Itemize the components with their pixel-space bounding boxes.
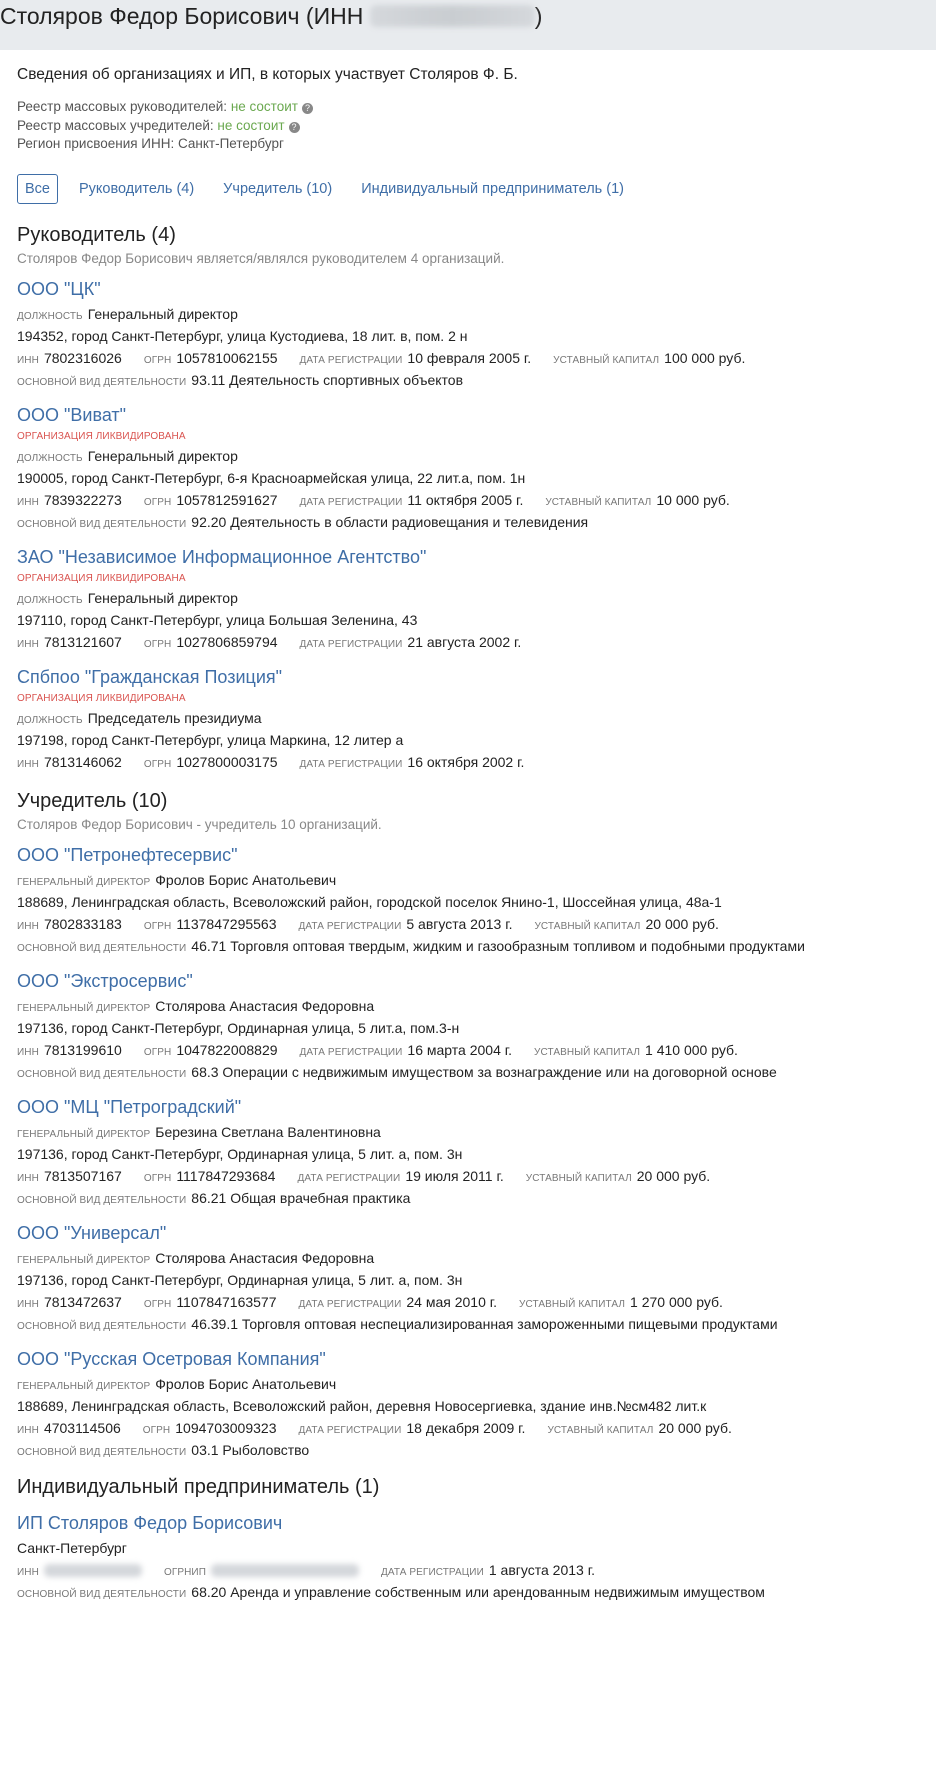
org-link[interactable]: ООО "Петронефтесервис" (17, 844, 238, 865)
org-card: ООО "Виват" ОРГАНИЗАЦИЯ ЛИКВИДИРОВАНА ДОЛЖНОСТЬ Генеральный директор 190005, город Санкт-Петербург, 6-я Красноармейская улица, 22 лит.а, пом. 1н ИНН 7839322273 ОГРН 1057812591627 ДАТА РЕГИСТРАЦИИ 11 октября 2005 г. УСТАВНЫЙ КАПИТАЛ 10 000 руб. ОСНОВНОЙ ВИД ДЕЯТЕЛЬНОСТИ 92.20 Деятельность в области радиовещания и телевидения (17, 405, 936, 530)
org-card: ООО "Русская Осетровая Компания" ГЕНЕРАЛЬНЫЙ ДИРЕКТОР Фролов Борис Анатольевич 188689, Ленинградская область, Всеволожский район, деревня Новосергиевка, здание инв.№см482 лит.к ИНН 4703114506 ОГРН 1094703009323 ДАТА РЕГИСТРАЦИИ 18 декабря 2009 г. УСТАВНЫЙ КАПИТАЛ 20 000 руб. ОСНОВНОЙ ВИД ДЕЯТЕЛЬНОСТИ 03.1 Рыболовство (17, 1349, 936, 1458)
inn-redacted (370, 5, 535, 27)
section-title-founder: Учредитель (10) (17, 789, 168, 812)
filter-tabs (17, 174, 936, 204)
intro-text: Сведения об организациях и ИП, в которых участвует Столяров Ф. Б. (17, 66, 518, 83)
tab-ip[interactable]: Индивидуальный предприниматель (1) (361, 180, 624, 197)
help-icon[interactable]: ? (302, 103, 313, 114)
section-subtitle-founder: Столяров Федор Борисович - учредитель 10 организаций. (17, 816, 382, 832)
section-title-manager: Руководитель (4) (17, 223, 176, 246)
tab-manager[interactable]: Руководитель (4) (79, 180, 195, 197)
org-link[interactable]: ООО "Универсал" (17, 1222, 167, 1243)
org-card: ООО "Экстросервис" ГЕНЕРАЛЬНЫЙ ДИРЕКТОР Столярова Анастасия Федоровна 197136, город Санкт-Петербург, Ординарная улица, 5 лит.а, пом.3-н ИНН 7813199610 ОГРН 1047822008829 ДАТА РЕГИСТРАЦИИ 16 марта 2004 г. УСТАВНЫЙ КАПИТАЛ 1 410 000 руб. ОСНОВНОЙ ВИД ДЕЯТЕЛЬНОСТИ 68.3 Операции с недвижимым имуществом за вознаграждение или на договорной основе (17, 971, 936, 1080)
org-card: ООО "Петронефтесервис" ГЕНЕРАЛЬНЫЙ ДИРЕКТОР Фролов Борис Анатольевич 188689, Ленинградская область, Всеволожский район, городской поселок Янино-1, Шоссейная улица, 48а-1 ИНН 7802833183 ОГРН 1137847295563 ДАТА РЕГИСТРАЦИИ 5 августа 2013 г. УСТАВНЫЙ КАПИТАЛ 20 000 руб. ОСНОВНОЙ ВИД ДЕЯТЕЛЬНОСТИ 46.71 Торговля оптовая твердым, жидким и газообразным топливом и подобными продуктами (17, 845, 936, 954)
main-content (0, 50, 936, 1600)
tab-all[interactable]: Все (17, 174, 58, 204)
ip-card: ИП Столяров Федор Борисович Санкт-Петербург ИНН ОГРНИП ДАТА РЕГИСТРАЦИИ 1 августа 2013 г. ОСНОВНОЙ ВИД ДЕЯТЕЛЬНОСТИ 68.20 Аренда и управление собственным или арендованным недвижимым имуществом (17, 1513, 936, 1600)
section-subtitle-manager: Столяров Федор Борисович является/являлся руководителем 4 организаций. (17, 250, 505, 266)
liquidated-badge: ОРГАНИЗАЦИЯ ЛИКВИДИРОВАНА (17, 572, 186, 584)
org-card: ООО "МЦ "Петроградский" ГЕНЕРАЛЬНЫЙ ДИРЕКТОР Березина Светлана Валентиновна 197136, город Санкт-Петербург, Ординарная улица, 5 лит. а, пом. 3н ИНН 7813507167 ОГРН 1117847293684 ДАТА РЕГИСТРАЦИИ 19 июля 2011 г. УСТАВНЫЙ КАПИТАЛ 20 000 руб. ОСНОВНОЙ ВИД ДЕЯТЕЛЬНОСТИ 86.21 Общая врачебная практика (17, 1097, 936, 1206)
org-link[interactable]: ООО "Русская Осетровая Компания" (17, 1348, 326, 1369)
registry-region: Регион присвоения ИНН: Санкт-Петербург (17, 136, 284, 151)
org-link[interactable]: ООО "МЦ "Петроградский" (17, 1096, 242, 1117)
org-link[interactable]: ООО "ЦК" (17, 278, 101, 299)
org-link[interactable]: ООО "Виват" (17, 404, 127, 425)
help-icon[interactable]: ? (289, 122, 300, 133)
org-card: Спбпоо "Гражданская Позиция" ОРГАНИЗАЦИЯ ЛИКВИДИРОВАНА ДОЛЖНОСТЬ Председатель президиума 197198, город Санкт-Петербург, улица Маркина, 12 литер а ИНН 7813146062 ОГРН 1027800003175 ДАТА РЕГИСТРАЦИИ 16 октября 2002 г. (17, 667, 936, 770)
org-link[interactable]: Спбпоо "Гражданская Позиция" (17, 666, 283, 687)
header-bar (0, 0, 936, 50)
registry-founders: Реестр массовых учредителей: не состоит ? (17, 117, 936, 136)
org-card: ЗАО "Независимое Информационное Агентство" ОРГАНИЗАЦИЯ ЛИКВИДИРОВАНА ДОЛЖНОСТЬ Генеральный директор 197110, город Санкт-Петербург, улица Большая Зеленина, 43 ИНН 7813121607 ОГРН 1027806859794 ДАТА РЕГИСТРАЦИИ 21 августа 2002 г. (17, 547, 936, 650)
org-link[interactable]: ООО "Экстросервис" (17, 970, 193, 991)
org-card: ООО "Универсал" ГЕНЕРАЛЬНЫЙ ДИРЕКТОР Столярова Анастасия Федоровна 197136, город Санкт-Петербург, Ординарная улица, 5 лит. а, пом. 3н ИНН 7813472637 ОГРН 1107847163577 ДАТА РЕГИСТРАЦИИ 24 мая 2010 г. УСТАВНЫЙ КАПИТАЛ 1 270 000 руб. ОСНОВНОЙ ВИД ДЕЯТЕЛЬНОСТИ 46.39.1 Торговля оптовая неспециализированная замороженными пищевыми продуктами (17, 1223, 936, 1332)
tab-founder[interactable]: Учредитель (10) (223, 180, 333, 197)
registry-managers: Реестр массовых руководителей: не состоит ? (17, 98, 936, 117)
org-link[interactable]: ЗАО "Независимое Информационное Агентство" (17, 546, 427, 567)
inn-redacted (44, 1564, 142, 1577)
section-title-ip: Индивидуальный предприниматель (1) (17, 1475, 380, 1498)
page-title: Столяров Федор Борисович (ИНН ) (0, 3, 543, 29)
org-card: ООО "ЦК" ДОЛЖНОСТЬ Генеральный директор 194352, город Санкт-Петербург, улица Кустодиева, 18 лит. в, пом. 2 н ИНН 7802316026 ОГРН 1057810062155 ДАТА РЕГИСТРАЦИИ 10 февраля 2005 г. УСТАВНЫЙ КАПИТАЛ 100 000 руб. ОСНОВНОЙ ВИД ДЕЯТЕЛЬНОСТИ 93.11 Деятельность спортивных объектов (17, 279, 936, 388)
ip-link[interactable]: ИП Столяров Федор Борисович (17, 1512, 283, 1533)
liquidated-badge: ОРГАНИЗАЦИЯ ЛИКВИДИРОВАНА (17, 692, 186, 704)
ogrnip-redacted (211, 1564, 359, 1577)
liquidated-badge: ОРГАНИЗАЦИЯ ЛИКВИДИРОВАНА (17, 430, 186, 442)
